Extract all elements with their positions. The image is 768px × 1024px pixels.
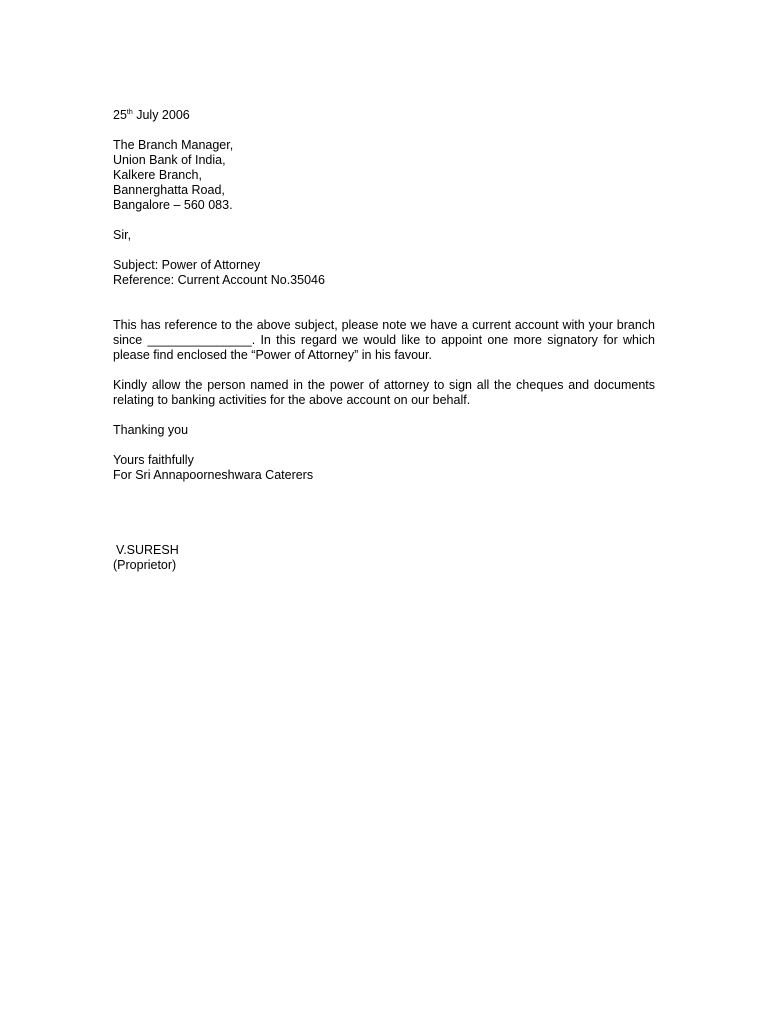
- subject-line: Subject: Power of Attorney: [113, 258, 261, 272]
- recipient-line: Bannerghatta Road,: [113, 183, 225, 197]
- company-line: For Sri Annapoorneshwara Caterers: [113, 468, 314, 482]
- thanks-line: Thanking you: [113, 423, 189, 437]
- recipient-line: Kalkere Branch,: [113, 168, 202, 182]
- recipient-line: Bangalore – 560 083.: [113, 198, 233, 212]
- recipient-line: Union Bank of India,: [113, 153, 226, 167]
- letter-date: [113, 108, 655, 123]
- salutation: Sir,: [113, 228, 132, 242]
- date-suffix: th: [126, 108, 133, 116]
- body-paragraph-1: This has reference to the above subject, please note we have a current account with your branch since _______________. In this regard we would like to appoint one more signatory for which please find enclosed the “Power of Attorney” in his favour.: [113, 318, 655, 362]
- body-paragraph-2: Kindly allow the person named in the power of attorney to sign all the cheques and documents relating to banking activities for the above account on our behalf.: [113, 378, 655, 407]
- date-day: 25: [113, 108, 127, 122]
- signatory-title: (Proprietor): [113, 558, 177, 572]
- letter-body: [113, 108, 655, 573]
- recipient-line: The Branch Manager,: [113, 138, 234, 152]
- reference-line: Reference: Current Account No.35046: [113, 273, 325, 287]
- date-month-year: July 2006: [132, 108, 190, 122]
- signatory-name: V.SURESH: [116, 543, 179, 557]
- recipient-address: [113, 138, 655, 213]
- closing-line: Yours faithfully: [113, 453, 194, 467]
